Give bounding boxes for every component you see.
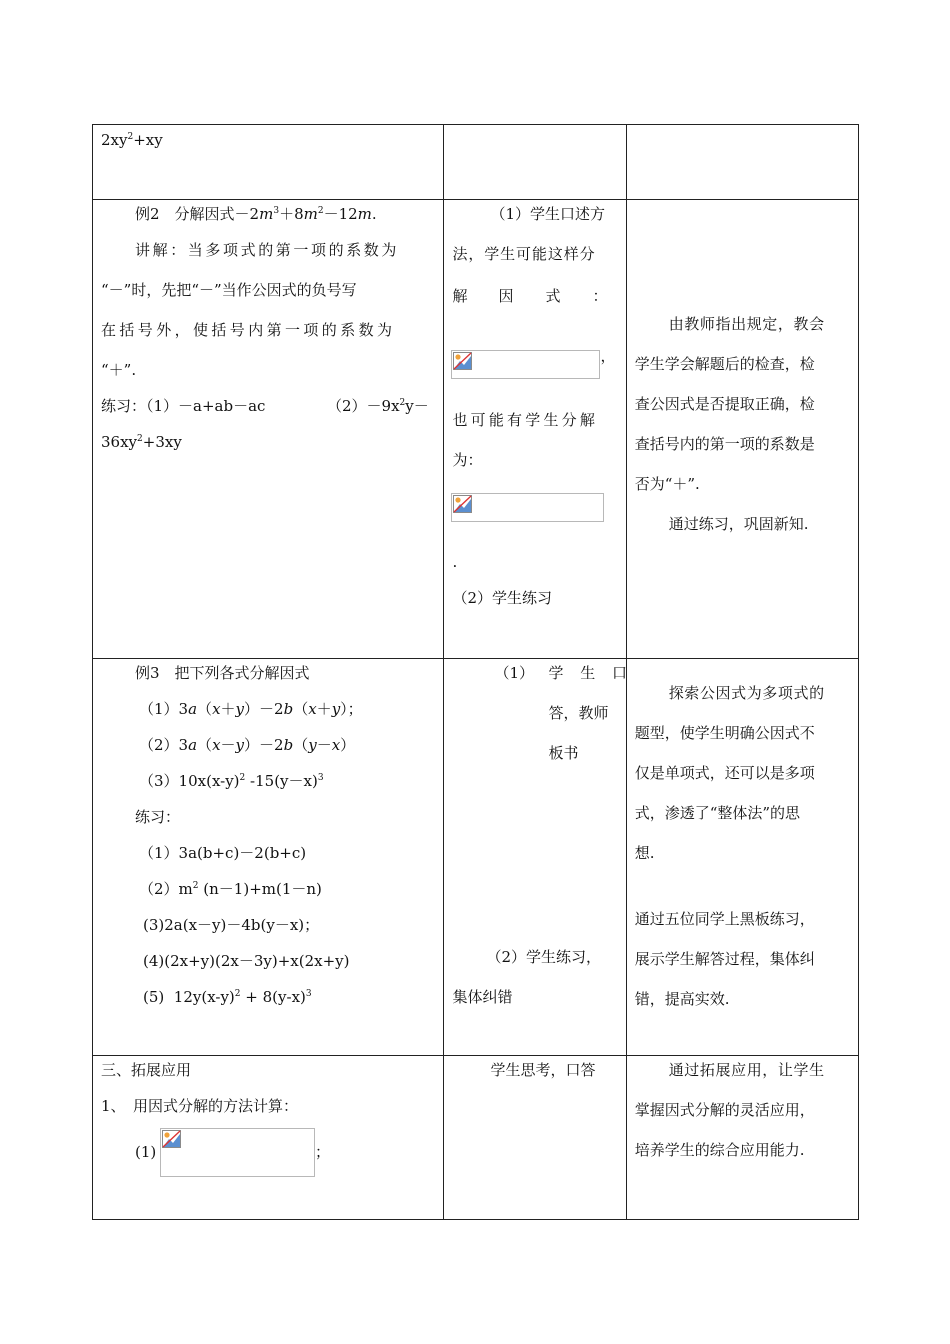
activity-line: （1）学生口述方 (490, 205, 605, 223)
formula-image (160, 1128, 315, 1177)
design-intent-cell (626, 659, 858, 1056)
intent-line: 由教师指出规定，教会 (668, 315, 825, 333)
practice-item: (5) $12y(x-y)^2 + 8(y-x)^3$ (143, 988, 312, 1006)
student-activity-cell (444, 125, 626, 200)
activity-line: 为： (452, 451, 483, 469)
intent-line: 式，渗透了“整体法”的思 (634, 804, 801, 822)
student-activity-cell (444, 200, 626, 659)
intent-line: 通过拓展应用，让学生 (668, 1061, 825, 1079)
example-item: $(3)10x(x-y)^2$ $-15(y-x)^3$ (139, 772, 324, 790)
student-activity-cell (444, 1056, 626, 1220)
activity-line: 学 生 口 (548, 664, 633, 682)
intent-line: 掌握因式分解的灵活应用， (634, 1101, 815, 1119)
activity-line: 答，教师 (548, 704, 609, 722)
practice-item: $(2)m^2$ (n－1)+m(1－n) (139, 880, 322, 898)
activity-line: 学生思考，口答 (490, 1061, 596, 1079)
intent-line: 错，提高实效. (634, 990, 730, 1008)
content-cell (93, 125, 444, 200)
intent-line: 仅是单项式，还可以是多项 (634, 764, 815, 782)
activity-line: 因 (498, 287, 514, 305)
example-3-title: 例3 把下列各式分解因式 (135, 664, 310, 682)
content-cell (93, 659, 444, 1056)
practice-line: $36xy^2+3xy$ (101, 433, 182, 451)
broken-image-icon (453, 495, 472, 513)
intent-line: 查公因式是否提取正确，检 (634, 395, 815, 413)
table-row (93, 1056, 859, 1220)
table-row (93, 125, 859, 200)
expression-text: $2xy^2+xy$ (101, 131, 163, 149)
intent-line: 查括号内的第一项的系数是 (634, 435, 815, 453)
activity-line: 也可能有学生分解 (452, 411, 599, 429)
intent-line: 展示学生解答过程，集体纠 (634, 950, 815, 968)
explain-line: “－”时，先把“－”当作公因式的负号写 (101, 281, 357, 299)
activity-line: 式 (545, 287, 561, 305)
student-activity-cell (444, 659, 633, 1056)
activity-line: 解 (452, 287, 468, 305)
practice-label: 练习： (135, 808, 181, 826)
table-row (93, 659, 859, 1056)
question-label: (1) (135, 1143, 157, 1161)
practice-item: (4)(2x+y)(2x－3y)+x(2x+y) (143, 952, 350, 970)
activity-line: 集体纠错 (452, 988, 513, 1006)
intent-line: 培养学生的综合应用能力. (634, 1141, 805, 1159)
activity-line: （1） (494, 664, 534, 682)
activity-line: . (452, 553, 458, 571)
activity-line: ： (592, 287, 608, 305)
question-line: 1、 用因式分解的方法计算： (101, 1097, 299, 1115)
example-2-title: 例2 分解因式$-2m^3+8m^2-12m$. (135, 205, 377, 223)
example-item: （1）3a（x＋y）－2b（x＋y）； (139, 700, 363, 718)
practice-line: 练习：（1）－a+ab－ac (101, 397, 266, 415)
practice-item: (3)2a(x－y)－4b(y－x)； (143, 916, 320, 934)
broken-image-icon (162, 1130, 181, 1148)
broken-image-icon (453, 352, 472, 370)
intent-line: 探索公因式为多项式的 (668, 684, 825, 702)
intent-line: 学生学会解题后的检查，检 (634, 355, 815, 373)
activity-line: ， (600, 347, 616, 365)
activity-line: 板书 (548, 744, 579, 762)
section-heading: 三、拓展应用 (101, 1061, 192, 1079)
lesson-plan-table (92, 124, 859, 1220)
table-row (93, 200, 859, 659)
design-intent-cell (626, 1056, 858, 1220)
formula-image (451, 350, 600, 379)
intent-line: 通过练习，巩固新知. (668, 515, 809, 533)
content-cell (93, 1056, 444, 1220)
content-cell (93, 200, 444, 659)
intent-line: 通过五位同学上黑板练习， (634, 910, 815, 928)
design-intent-cell (626, 125, 858, 200)
question-label: ； (315, 1143, 331, 1161)
explain-line: 在括号外，使括号内第一项的系数为 (101, 321, 396, 339)
formula-image (451, 493, 604, 522)
intent-line: 否为“＋”. (634, 475, 700, 493)
design-intent-cell (626, 200, 858, 659)
intent-line: 想. (634, 844, 655, 862)
explain-line: 讲解：当多项式的第一项的系数为 (135, 241, 400, 259)
activity-line: （2）学生练习 (452, 589, 552, 607)
explain-line: “＋”. (101, 361, 137, 379)
activity-line: 法，学生可能这样分 (452, 245, 596, 263)
example-item: （2）3a（x－y）－2b（y－x） (139, 736, 356, 754)
intent-line: 题型，使学生明确公因式不 (634, 724, 815, 742)
practice-item: （1）3a(b+c)－2(b+c) (139, 844, 307, 862)
practice-line: $(2)-9x^2y-$ (327, 397, 429, 415)
activity-line: （2）学生练习， (486, 948, 601, 966)
